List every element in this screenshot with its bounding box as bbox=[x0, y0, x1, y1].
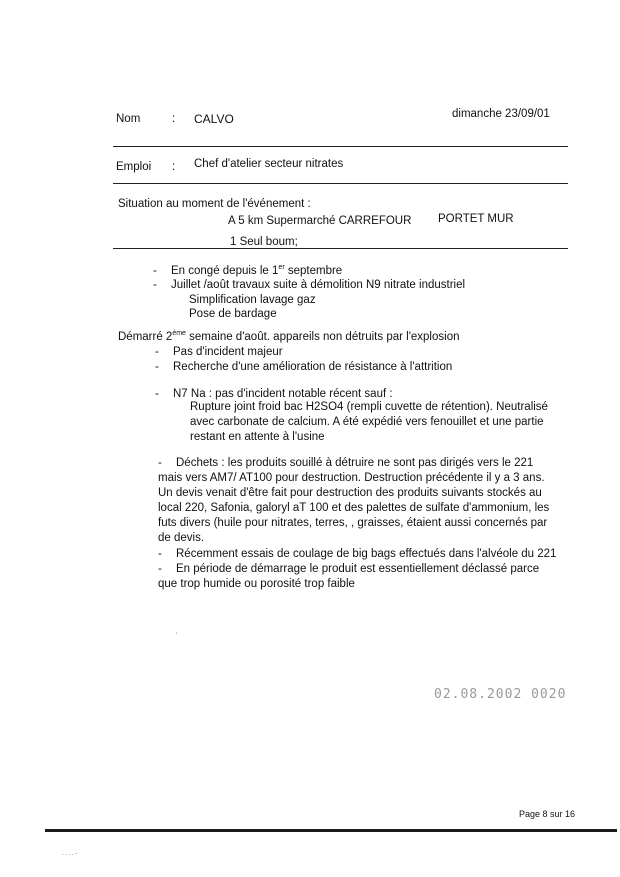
dechets-line: Un devis venait d'être fait pour destruction des produits suivants stockés au bbox=[158, 487, 542, 499]
list-subitem: Pose de bardage bbox=[189, 308, 277, 320]
list-subitem: Simplification lavage gaz bbox=[189, 294, 316, 306]
list-item: - En congé depuis le 1er septembre bbox=[153, 264, 343, 277]
situation-title: Situation au moment de l'événement : bbox=[118, 198, 311, 210]
situation-boum: 1 Seul boum; bbox=[230, 236, 298, 248]
emploi-value: Chef d'atelier secteur nitrates bbox=[194, 158, 344, 170]
dechets-line: futs divers (huile pour nitrates, terres, , graisses, étaient aussi concernés par bbox=[158, 517, 548, 529]
nom-separator: : bbox=[172, 113, 176, 125]
situation-site: PORTET MUR bbox=[438, 213, 514, 225]
rule-3 bbox=[113, 248, 568, 249]
reception-stamp: 02.08.2002 0020 bbox=[434, 687, 567, 702]
n7-line: restant en attente à l'usine bbox=[190, 431, 325, 443]
list-item: - Recherche d'une amélioration de résistance à l'attrition bbox=[155, 361, 453, 373]
n7-line: Rupture joint froid bac H2SO4 (rempli cuvette de rétention). Neutralisé bbox=[190, 401, 548, 413]
dechets-line: que trop humide ou porosité trop faible bbox=[158, 578, 355, 590]
dechets-line: de devis. bbox=[158, 532, 205, 544]
demarre-line: Démarré 2ème semaine d'août. appareils non détruits par l'explosion bbox=[118, 330, 460, 343]
list-item: - Pas d'incident majeur bbox=[155, 346, 283, 358]
document-date: dimanche 23/09/01 bbox=[452, 108, 550, 120]
situation-location: A 5 km Supermarché CARREFOUR bbox=[228, 215, 412, 227]
page-number: Page 8 sur 16 bbox=[519, 809, 576, 819]
rule-1 bbox=[113, 146, 568, 147]
scan-specks: . . . . - bbox=[62, 851, 78, 857]
dechets-line: - Déchets : les produits souillé à détruire ne sont pas dirigés vers le 221 bbox=[158, 457, 534, 469]
emploi-separator: : bbox=[172, 161, 176, 173]
rule-2 bbox=[113, 183, 568, 184]
dechets-line: mais vers AM7/ AT100 pour destruction. Destruction précédente il y a 3 ans. bbox=[158, 472, 545, 484]
nom-label: Nom bbox=[116, 113, 141, 125]
dechets-line: - En période de démarrage le produit est essentiellement déclassé parce bbox=[158, 563, 540, 575]
list-item: - N7 Na : pas d'incident notable récent sauf : bbox=[155, 388, 393, 400]
scan-speck: ' bbox=[176, 633, 178, 639]
emploi-label: Emploi bbox=[116, 161, 152, 173]
n7-line: avec carbonate de calcium. A été expédié vers fenouillet et une partie bbox=[190, 416, 544, 428]
list-item: - Juillet /août travaux suite à démolition N9 nitrate industriel bbox=[153, 279, 466, 291]
dechets-line: local 220, Safonia, galoryl aT 100 et des palettes de sulfate d'ammonium, les bbox=[158, 502, 550, 514]
nom-value: CALVO bbox=[194, 112, 234, 126]
footer-bar bbox=[45, 829, 617, 832]
dechets-line: - Récemment essais de coulage de big bags effectués dans l'alvéole du 221 bbox=[158, 548, 557, 560]
